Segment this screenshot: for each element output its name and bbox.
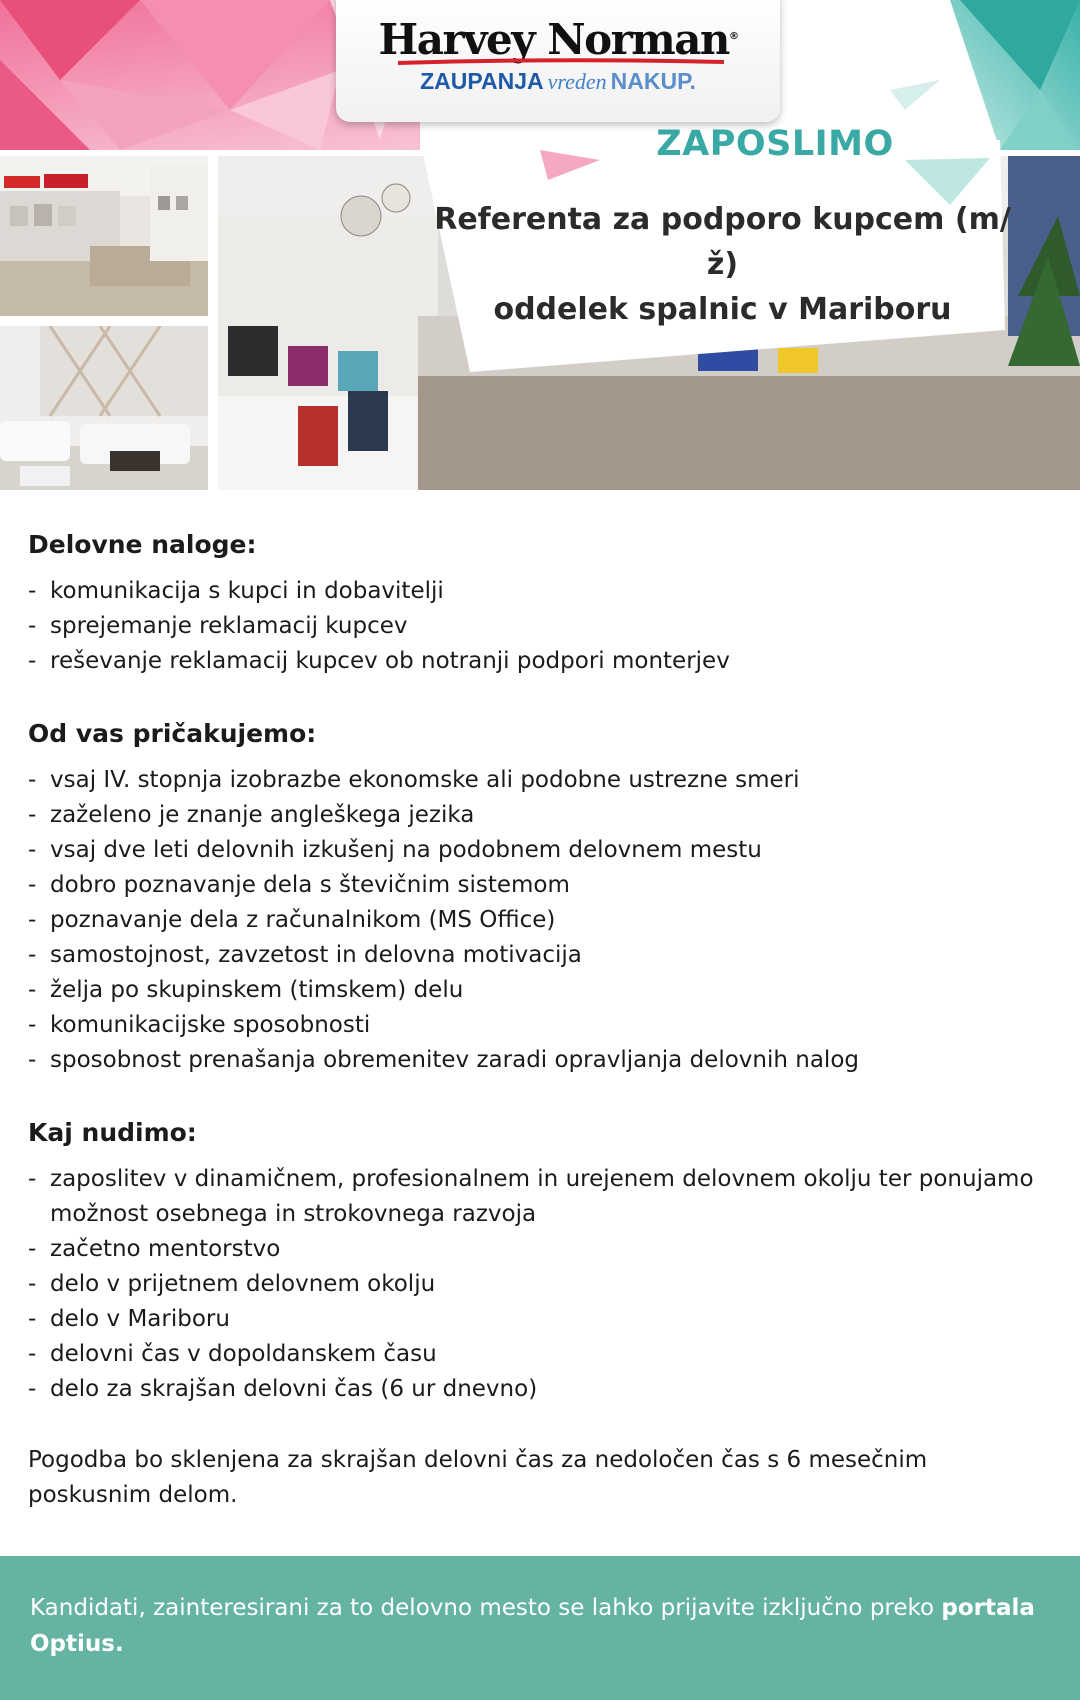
list-item-text: začetno mentorstvo bbox=[50, 1236, 281, 1262]
list-bullet: - bbox=[28, 1271, 37, 1297]
offer-list bbox=[28, 1162, 1058, 1407]
list-item-text: zaželeno je znanje angleškega jezika bbox=[50, 802, 475, 828]
list-item bbox=[28, 1008, 1058, 1043]
list-item bbox=[28, 763, 1058, 798]
list-item-text: delo v prijetnem delovnem okolju bbox=[50, 1271, 436, 1297]
list-item bbox=[28, 1302, 1058, 1337]
list-bullet: - bbox=[28, 942, 37, 968]
list-item bbox=[28, 1337, 1058, 1372]
list-bullet: - bbox=[28, 872, 37, 898]
list-bullet: - bbox=[28, 767, 37, 793]
list-item-text: vsaj dve leti delovnih izkušenj na podobnem delovnem mestu bbox=[50, 837, 762, 863]
apply-text-main: Kandidati, zainteresirani za to delovno mesto se lahko prijavite izključno preko bbox=[30, 1595, 935, 1621]
list-item bbox=[28, 1162, 1058, 1232]
list-bullet: - bbox=[28, 1306, 37, 1332]
list-bullet: - bbox=[28, 837, 37, 863]
list-item bbox=[28, 644, 1058, 679]
list-item-text: sposobnost prenašanja obremenitev zaradi opravljanja delovnih nalog bbox=[50, 1047, 859, 1073]
expectations-list bbox=[28, 763, 1058, 1078]
list-item bbox=[28, 609, 1058, 644]
list-bullet: - bbox=[28, 578, 37, 604]
list-item bbox=[28, 798, 1058, 833]
list-item bbox=[28, 973, 1058, 1008]
list-item-text: komunikacija s kupci in dobavitelji bbox=[50, 578, 444, 604]
list-item-text: zaposlitev v dinamičnem, profesionalnem in urejenem delovnem okolju ter ponujamo možnost osebnega in strokovnega razvoja bbox=[50, 1166, 1034, 1227]
apply-text bbox=[30, 1590, 1060, 1662]
list-bullet: - bbox=[28, 1012, 37, 1038]
list-item-text: želja po skupinskem (timskem) delu bbox=[50, 977, 464, 1003]
tasks-heading: Delovne naloge: bbox=[28, 530, 257, 559]
list-bullet: - bbox=[28, 1341, 37, 1367]
brand-tagline: ZAUPANJA vreden NAKUP. bbox=[420, 68, 696, 94]
list-item bbox=[28, 1043, 1058, 1078]
list-bullet: - bbox=[28, 1166, 37, 1192]
hiring-heading: ZAPOSLIMO bbox=[656, 124, 894, 164]
list-item bbox=[28, 833, 1058, 868]
offer-heading: Kaj nudimo: bbox=[28, 1118, 197, 1147]
list-bullet: - bbox=[28, 648, 37, 674]
list-item-text: dobro poznavanje dela s števičnim sistemom bbox=[50, 872, 570, 898]
list-item-text: delovni čas v dopoldanskem času bbox=[50, 1341, 437, 1367]
job-title-line-1: Referenta za podporo kupcem (m/ž) bbox=[434, 202, 1011, 282]
list-item-text: vsaj IV. stopnja izobrazbe ekonomske ali podobne ustrezne smeri bbox=[50, 767, 800, 793]
list-item-text: delo za skrajšan delovni čas (6 ur dnevno) bbox=[50, 1376, 538, 1402]
list-bullet: - bbox=[28, 1236, 37, 1262]
list-item-text: komunikacijske sposobnosti bbox=[50, 1012, 371, 1038]
list-bullet: - bbox=[28, 977, 37, 1003]
list-item bbox=[28, 1267, 1058, 1302]
list-item-text: delo v Mariboru bbox=[50, 1306, 230, 1332]
job-description bbox=[28, 528, 1058, 1513]
logo-underline bbox=[396, 58, 726, 66]
list-bullet: - bbox=[28, 613, 37, 639]
list-item-text: sprejemanje reklamacij kupcev bbox=[50, 613, 408, 639]
list-item-text: samostojnost, zavzetost in delovna motivacija bbox=[50, 942, 582, 968]
list-item bbox=[28, 574, 1058, 609]
expectations-heading: Od vas pričakujemo: bbox=[28, 719, 317, 748]
list-item bbox=[28, 903, 1058, 938]
list-bullet: - bbox=[28, 1376, 37, 1402]
contract-note: Pogodba bo sklenjena za skrajšan delovni čas za nedoločen čas s 6 mesečnim poskusnim delom. bbox=[28, 1447, 928, 1508]
apply-portal-link[interactable]: portala Optius. bbox=[30, 1595, 1035, 1657]
list-item-text: reševanje reklamacij kupcev ob notranji podpori monterjev bbox=[50, 648, 730, 674]
brand-logo: Harvey Norman® bbox=[378, 15, 738, 64]
list-item bbox=[28, 1232, 1058, 1267]
list-item bbox=[28, 1372, 1058, 1407]
apply-footer bbox=[0, 1556, 1080, 1700]
job-title-line-2: oddelek spalnic v Mariboru bbox=[493, 292, 952, 327]
list-item-text: poznavanje dela z računalnikom (MS Office) bbox=[50, 907, 556, 933]
tasks-list bbox=[28, 574, 1058, 679]
job-title bbox=[430, 197, 1015, 332]
list-item bbox=[28, 938, 1058, 973]
logo-card bbox=[336, 0, 780, 122]
list-bullet: - bbox=[28, 907, 37, 933]
list-bullet: - bbox=[28, 1047, 37, 1073]
header-banner bbox=[0, 0, 1080, 490]
list-item bbox=[28, 868, 1058, 903]
list-bullet: - bbox=[28, 802, 37, 828]
